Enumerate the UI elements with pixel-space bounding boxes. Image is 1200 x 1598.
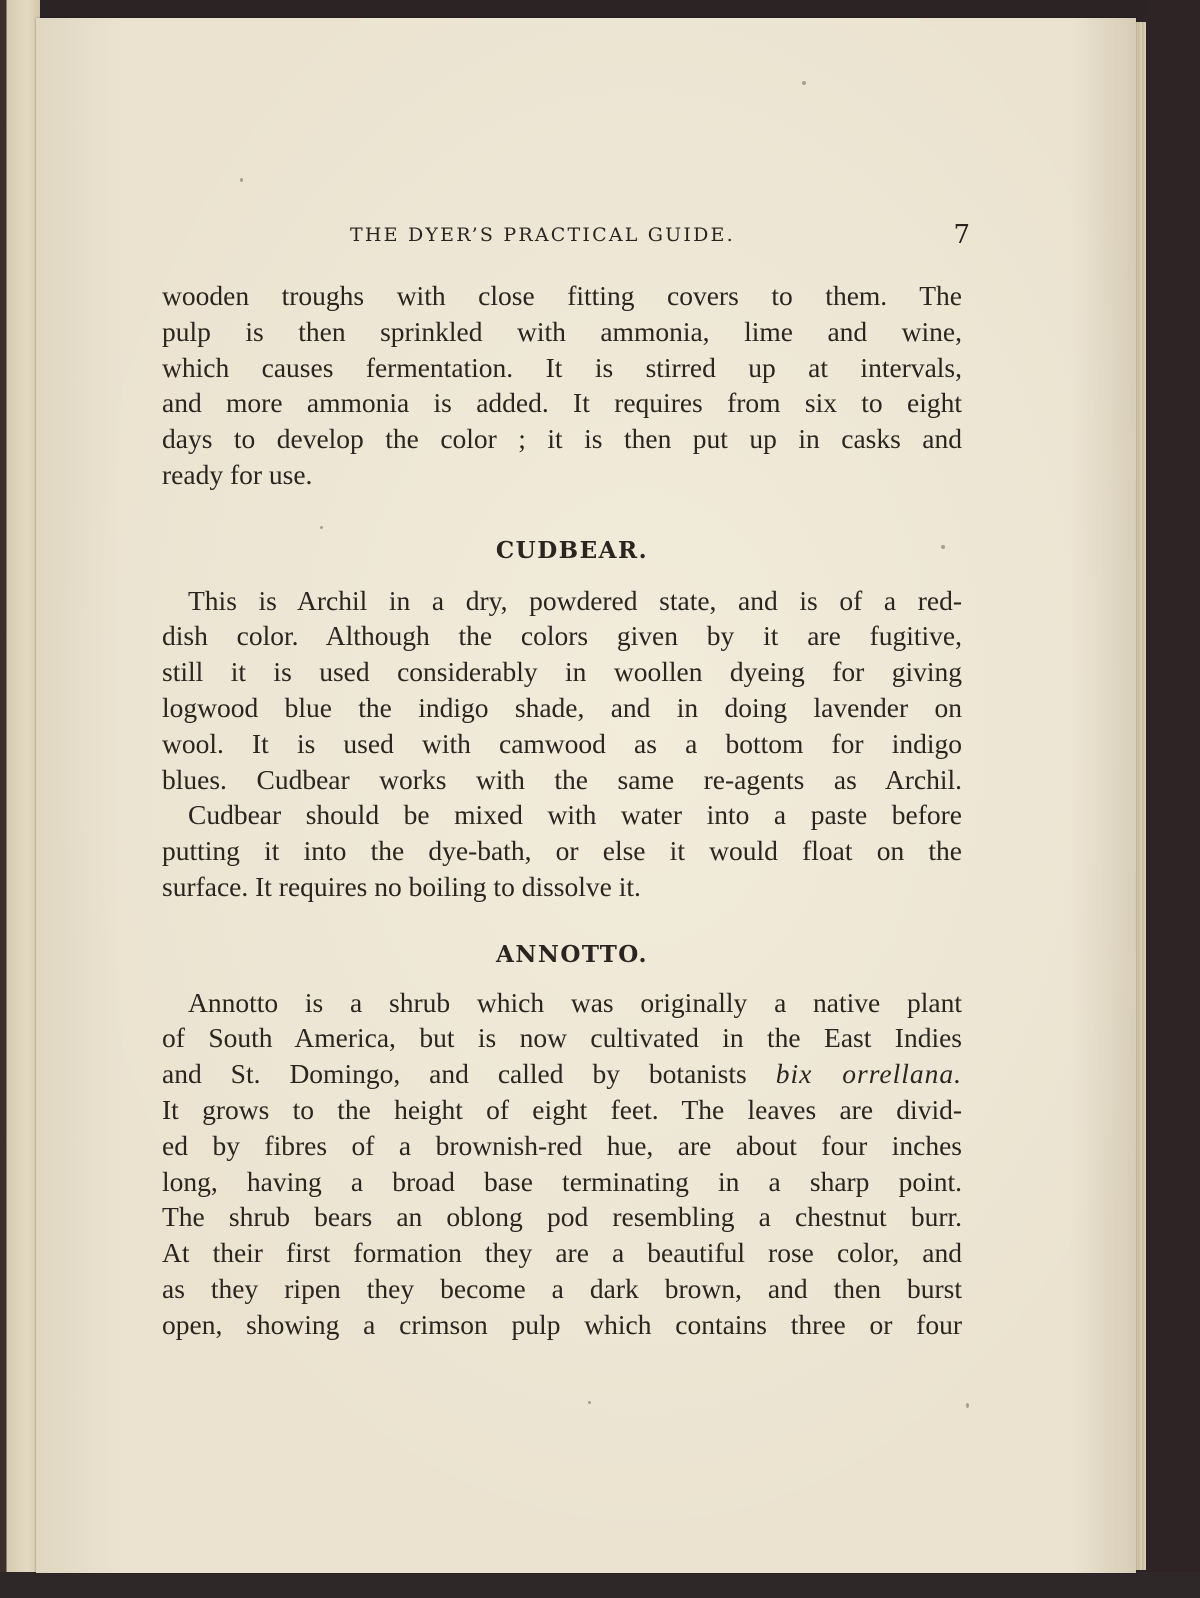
text-line: wool. It is used with camwood as a bottom for indigo — [162, 727, 962, 759]
text-line: as they ripen they become a dark brown, and then burst — [162, 1272, 962, 1304]
text-line: and more ammonia is added. It requires from six to eight — [162, 387, 962, 419]
text-line: Cudbear should be mixed with water into a paste before — [188, 799, 962, 831]
paper-speck — [240, 178, 243, 182]
intro-paragraph — [162, 278, 962, 493]
text-line: dish color. Although the colors given by it are fugitive, — [162, 620, 962, 652]
text-line: pulp is then sprinkled with ammonia, lime and wine, — [162, 315, 962, 347]
cudbear-paragraph-2 — [162, 797, 962, 904]
text-line: of South America, but is now cultivated in the East Indies — [162, 1022, 962, 1054]
paper-speck — [966, 1403, 969, 1408]
book-cover-edge — [1146, 0, 1200, 1598]
text-line: At their first formation they are a beautiful rose color, and — [162, 1237, 962, 1269]
latin-botanical-name: bix orrellana. — [775, 1058, 962, 1090]
text-line: blues. Cudbear works with the same re-agents as Archil. — [162, 763, 962, 795]
section-heading-annotto: ANNOTTO. — [495, 940, 649, 968]
paper-speck — [588, 1401, 591, 1404]
paper-speck — [802, 81, 806, 85]
text-line: ed by fibres of a brownish-red hue, are about four inches — [162, 1129, 962, 1161]
text-line: long, having a broad base terminating in a sharp point. — [162, 1165, 962, 1197]
text-line: It grows to the height of eight feet. The leaves are divid- — [162, 1093, 962, 1125]
text-line-with-latin-name — [162, 1056, 962, 1092]
scan-background-strip — [0, 1572, 1200, 1598]
text-line: logwood blue the indigo shade, and in doing lavender on — [162, 691, 962, 723]
running-title: THE DYER’S PRACTICAL GUIDE. — [350, 224, 735, 246]
latin-line-prefix: and St. Domingo, and called by botanists — [162, 1058, 747, 1090]
text-line: This is Archil in a dry, powdered state, and is of a red- — [188, 584, 962, 616]
text-line: days to develop the color ; it is then put up in casks and — [162, 423, 962, 455]
previous-page-edge — [0, 0, 40, 1575]
text-line: wooden troughs with close fitting covers to them. The — [162, 280, 962, 311]
text-line: open, showing a crimson pulp which contains three or four — [162, 1308, 962, 1340]
running-header — [300, 222, 970, 256]
text-line: The shrub bears an oblong pod resembling a chestnut burr. — [162, 1201, 962, 1233]
text-line: still it is used considerably in woollen dyeing for giving — [162, 656, 962, 688]
page-body — [162, 278, 962, 1343]
text-line: putting it into the dye-bath, or else it would float on the — [162, 835, 962, 867]
text-line: ready for use. — [162, 458, 313, 490]
annotto-paragraph — [162, 985, 962, 1343]
page-number: 7 — [953, 220, 970, 250]
section-heading-cudbear: CUDBEAR. — [495, 536, 649, 564]
text-line: which causes fermentation. It is stirred up at intervals, — [162, 351, 962, 383]
cudbear-paragraph-1 — [162, 583, 962, 798]
text-line: surface. It requires no boiling to dissolve it. — [162, 870, 641, 902]
text-line: Annotto is a shrub which was originally a native plant — [188, 986, 962, 1018]
